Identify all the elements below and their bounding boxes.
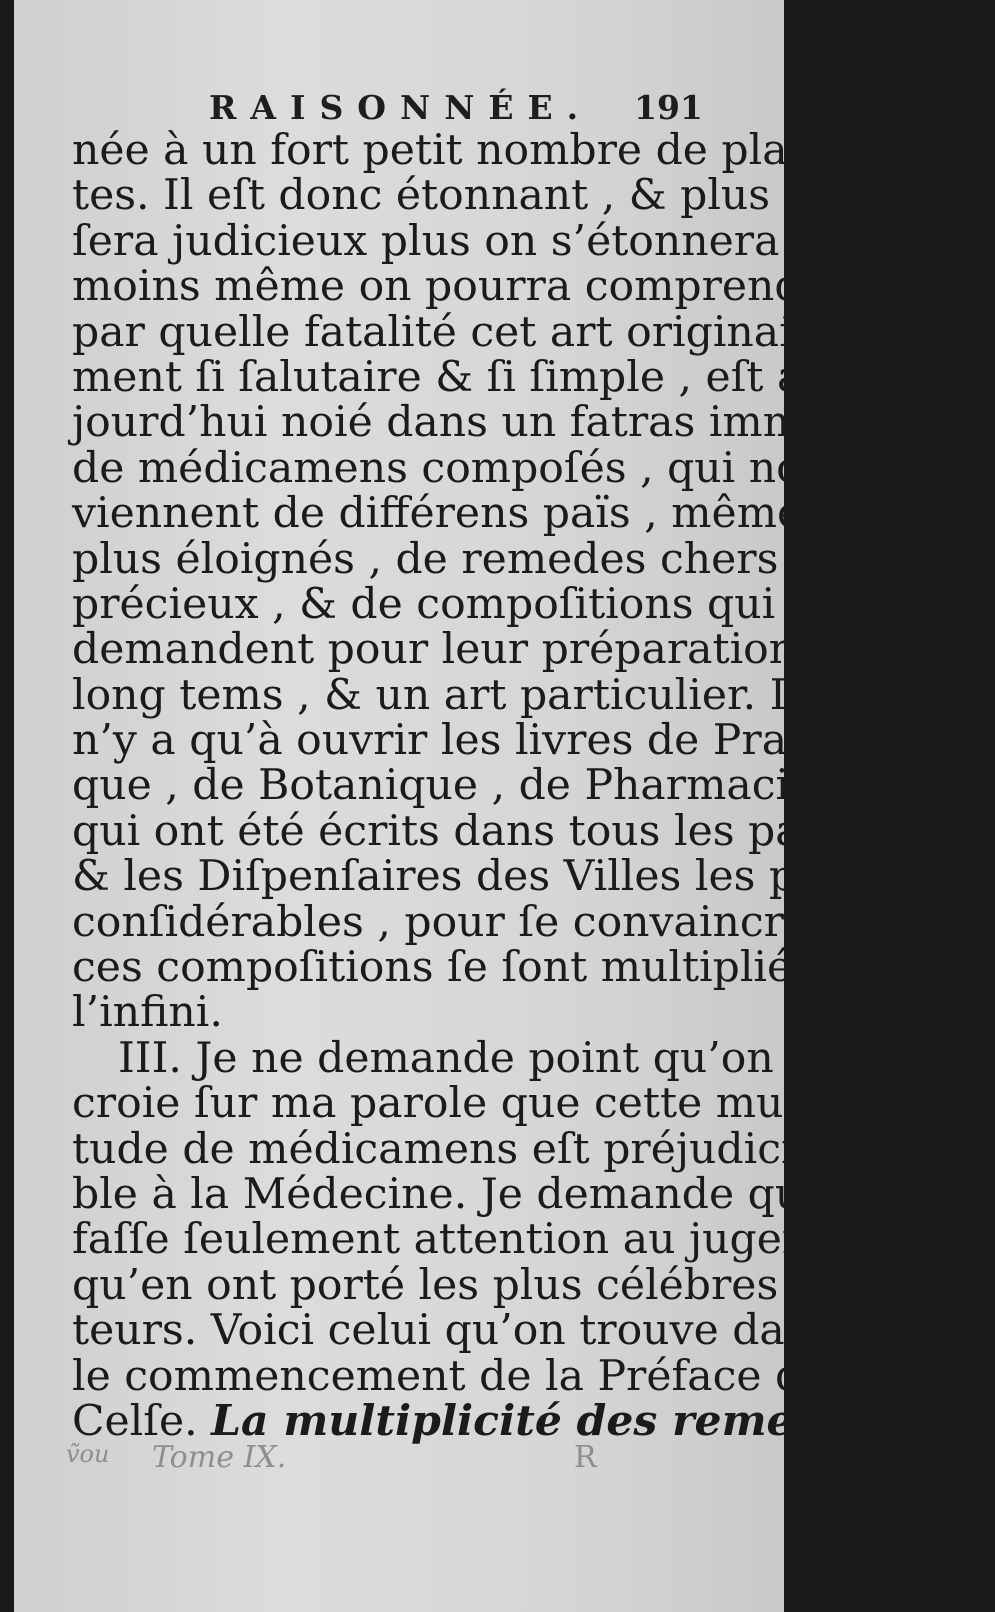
text-line: teurs. Voici celui qu’on trouve dans	[72, 1306, 834, 1356]
text-line: ces compoſitions ſe ſont multipliées à	[72, 943, 878, 993]
signature-label: Tome IX.	[152, 1440, 287, 1475]
page-number: 191	[634, 88, 703, 127]
text-line: croie ſur ma parole que cette multi-	[72, 1079, 843, 1129]
page-header	[14, 88, 784, 128]
final-line-roman: Celſe.	[72, 1396, 198, 1446]
signature-mark: R	[574, 1440, 597, 1475]
page-footer	[14, 1440, 784, 1480]
final-line-italic: La multiplicité des remedes , qui	[211, 1395, 995, 1446]
text-line: & les Diſpenſaires des Villes les plus	[72, 852, 859, 902]
text-line: ble à la Médecine. Je demande qu’on	[72, 1169, 869, 1219]
book-page	[14, 0, 995, 1612]
text-line: ment ſi ſalutaire & ſi ſimple , eſt au-	[72, 352, 845, 402]
text-line: que , de Botanique , de Pharmacie ,	[72, 761, 842, 811]
text-line: long tems , & un art particulier. Il	[72, 670, 801, 720]
text-line: le commencement de la Préface de	[72, 1351, 828, 1401]
text-line: de médicamens compoſés , qui nous	[72, 443, 851, 493]
text-line: moins même on pourra comprendre	[72, 262, 848, 312]
text-line: demandent pour leur préparation un	[72, 625, 865, 675]
text-line: conſidérables , pour ſe convaincre que	[72, 897, 903, 947]
text-line: l’infini.	[72, 988, 223, 1038]
text-line: qui ont été écrits dans tous les païs ,	[72, 806, 864, 856]
text-line: viennent de différens païs , même les	[72, 489, 877, 539]
paragraph-2	[72, 1033, 892, 1401]
text-line: née à un fort petit nombre de plan-	[72, 126, 830, 175]
text-line: tude de médicamens eſt préjudicia-	[72, 1124, 835, 1174]
final-line	[72, 1395, 995, 1446]
bleed-through-text: ṽou	[66, 1440, 110, 1468]
text-line: ſera judicieux plus on s’étonnera ,	[72, 216, 807, 266]
text-line: par quelle fatalité cet art originaire-	[72, 307, 853, 357]
body-text	[72, 126, 995, 1446]
text-line: plus éloignés , de remedes chers &	[72, 534, 830, 584]
text-line: précieux , & de compoſitions qui	[72, 579, 776, 629]
paragraph-1	[72, 126, 903, 1038]
running-head: RAISONNÉE.	[209, 88, 593, 127]
text-line: jourd’hui noié dans un fatras immenſe	[72, 398, 897, 448]
text-line: faſſe ſeulement attention au jugement	[72, 1215, 892, 1265]
text-line: III. Je ne demande point qu’on	[118, 1033, 774, 1083]
text-line: qu’en ont porté les plus célébres Au-	[72, 1260, 865, 1310]
text-line: n’y a qu’à ouvrir les livres de Prati-	[72, 716, 833, 766]
text-line: tes. Il eſt donc étonnant , & plus on	[72, 171, 837, 221]
